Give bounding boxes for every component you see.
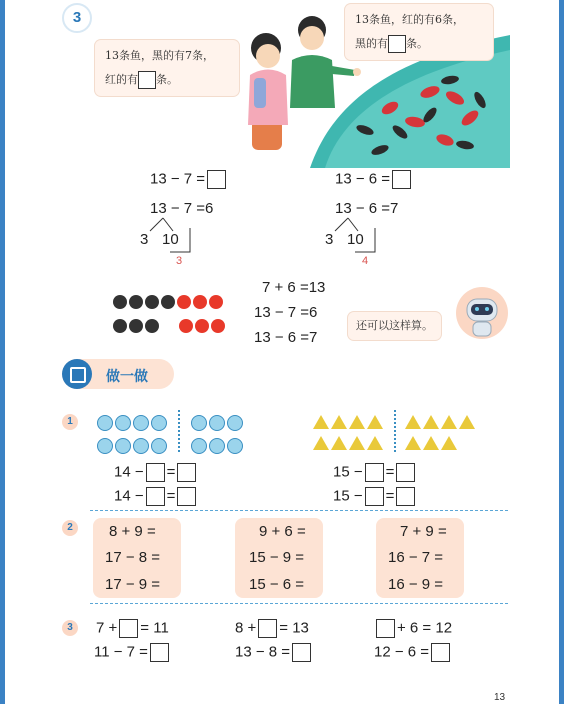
ex1-right-eq-2 [333,487,417,506]
ex1-text: = [385,487,395,505]
ex1-text: = [385,463,395,481]
right-equation-2: 13 − 6 =7 [335,200,399,217]
exercise-2-number: 2 [62,520,78,536]
left-bubble-line1: 13条鱼，黑的有7条， [105,49,214,62]
robot-icon [455,286,509,340]
dots-row-1 [112,294,242,315]
answer-box[interactable] [388,35,406,53]
ex3-text: 8 + [235,619,257,637]
ex2-c3-r3: 16 − 9 = [388,576,444,593]
ex3-r1-c2 [235,619,309,638]
ex2-panel-1 [93,518,181,598]
ex2-panel-3 [376,518,464,598]
ex1-text: 15 − [333,487,363,505]
answer-box[interactable] [146,487,165,506]
left-equation-2: 13 − 7 =6 [150,200,214,217]
divider [90,603,508,604]
fact-family-3: 13 − 6 =7 [254,329,318,346]
left-split-b: 10 [162,231,179,248]
triangles-right [404,414,480,456]
ex1-left-eq-2 [114,487,198,506]
separator [394,410,396,452]
page-number: 13 [494,692,506,703]
ex2-c2-r3: 15 − 6 = [249,576,305,593]
right-split-a: 3 [325,231,334,248]
right-bubble-line2 [355,32,483,56]
left-answer: 3 [176,255,183,267]
ex3-r2-c3 [374,643,452,662]
ex3-r2-c2 [235,643,313,662]
left-bubble-text-b: 条。 [156,73,178,86]
fact-family-2: 13 − 7 =6 [254,304,318,321]
ex1-right-eq-1 [333,463,417,482]
ex2-c1-r3: 17 − 9 = [105,576,161,593]
answer-box[interactable] [146,463,165,482]
ex2-c3-r1: 7 + 9 = [400,523,447,540]
ex1-text: = [166,487,176,505]
ex3-text: 13 − 8 = [235,643,291,661]
right-answer: 4 [362,255,369,267]
blue-circles-right [190,414,246,460]
right-bubble-text-b: 条。 [406,37,428,50]
dots-group [112,294,242,339]
answer-box[interactable] [392,170,411,189]
separator [178,410,180,452]
answer-box[interactable] [292,643,311,662]
answer-box[interactable] [431,643,450,662]
ex2-c1-r2: 17 − 8 = [105,549,161,566]
ex2-c2-r1: 9 + 6 = [259,523,306,540]
answer-box[interactable] [119,619,138,638]
left-bubble-text-a: 红的有 [105,73,138,86]
ex3-text: = 11 [140,619,169,637]
ex1-text: = [166,463,176,481]
answer-box[interactable] [207,170,226,189]
ex2-c1-r1: 8 + 9 = [109,523,156,540]
answer-box[interactable] [150,643,169,662]
right-split-b: 10 [347,231,364,248]
exercise-3-number: 3 [62,620,78,636]
ex1-text: 15 − [333,463,363,481]
blue-circles-left [96,414,168,460]
ex1-text: 14 − [114,487,144,505]
fact-family-1: 7 + 6 =13 [262,279,326,296]
answer-box[interactable] [177,487,196,506]
robot-speech-bubble: 还可以这样算。 [348,312,441,340]
answer-box[interactable] [396,463,415,482]
left-split-a: 3 [140,231,149,248]
ex3-r2-c1 [94,643,171,662]
right-bubble-text-a: 黑的有 [355,37,388,50]
ex3-text: 12 − 6 = [374,643,430,661]
section-title: 做一做 [106,368,148,384]
answer-box[interactable] [396,487,415,506]
right-equation-1 [335,170,413,189]
answer-box[interactable] [177,463,196,482]
ex2-panel-2 [235,518,323,598]
ex3-r1-c3 [374,619,452,638]
ex3-text: 11 − 7 = [94,643,148,661]
ex3-text: 7 + [96,619,118,637]
triangles-left [312,414,388,456]
exercise-1-number: 1 [62,414,78,430]
answer-box[interactable] [258,619,277,638]
answer-box[interactable] [376,619,395,638]
left-bubble-line2 [105,68,229,92]
ex1-text: 14 − [114,463,144,481]
answer-box[interactable] [138,71,156,89]
answer-box[interactable] [365,487,384,506]
dots-row-2 [112,318,242,339]
problem-number-badge: 3 [62,3,92,33]
ex2-c3-r2: 16 − 7 = [388,549,444,566]
ex2-c2-r2: 15 − 9 = [249,549,305,566]
left-equation-1-text: 13 − 7 = [150,170,206,188]
ex1-left-eq-1 [114,463,198,482]
left-speech-bubble [95,40,239,96]
right-bubble-line1: 13条鱼，红的有6条， [355,13,464,26]
left-equation-1 [150,170,228,189]
section-icon [62,359,92,389]
right-speech-bubble [345,4,493,60]
answer-box[interactable] [365,463,384,482]
ex3-r1-c1 [96,619,169,638]
right-equation-1-text: 13 − 6 = [335,170,391,188]
ex3-text: = 13 [279,619,309,637]
ex3-text: + 6 = 12 [397,619,453,637]
divider [90,510,508,511]
